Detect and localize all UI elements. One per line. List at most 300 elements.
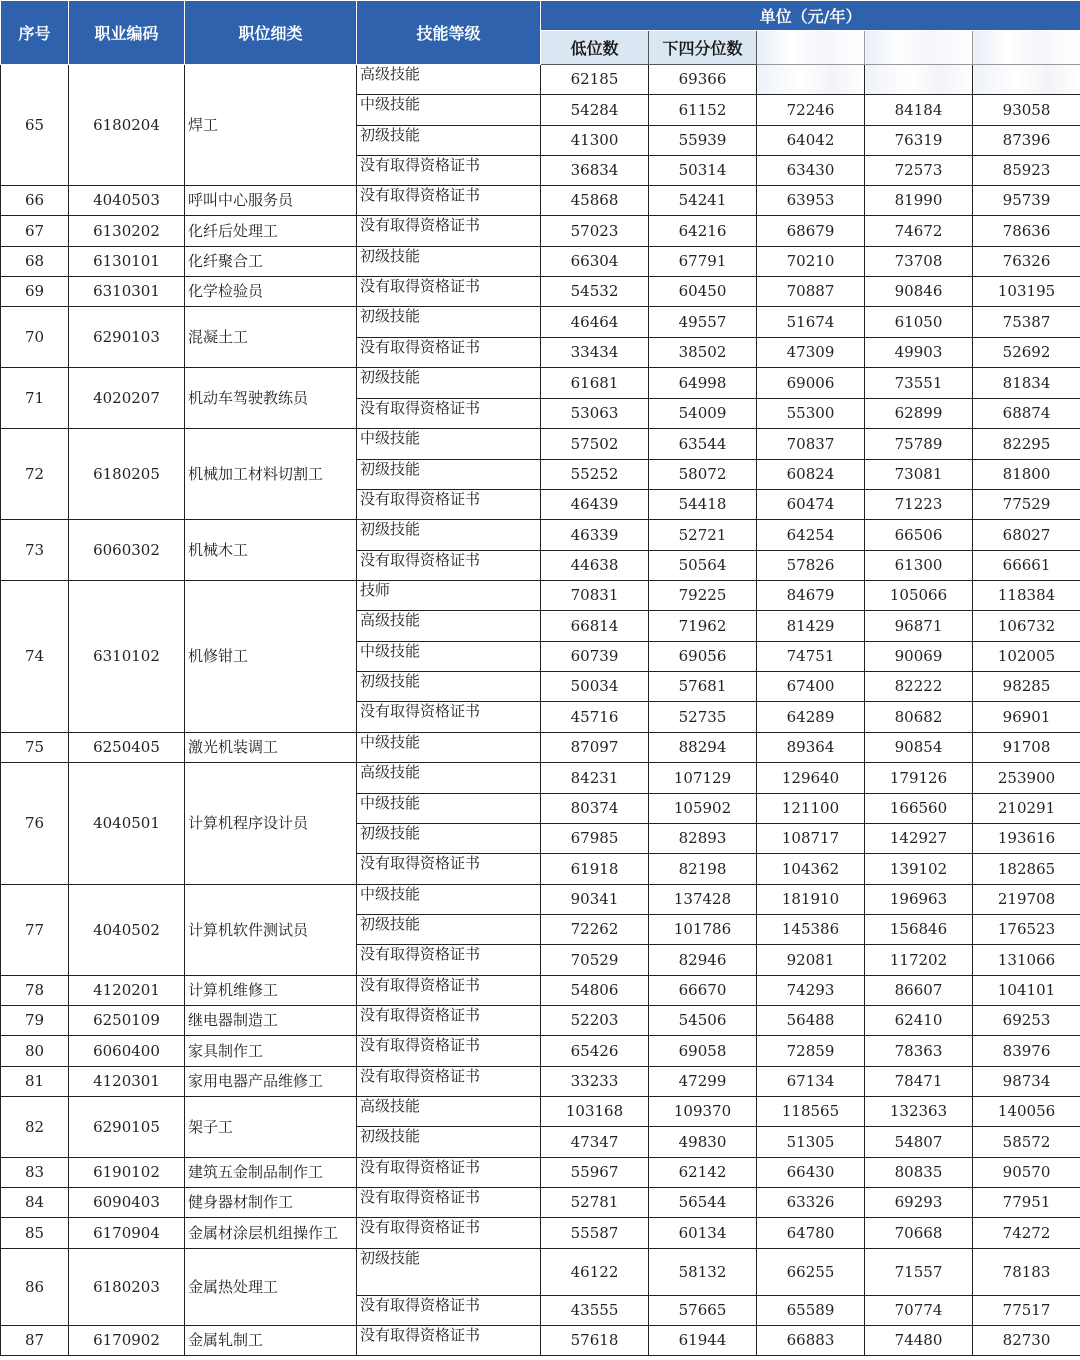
skill-level-cell: 没有取得资格证书 — [357, 976, 541, 1006]
skill-level-cell: 没有取得资格证书 — [357, 945, 541, 976]
p75-cell: 61300 — [865, 551, 973, 581]
median-cell: 64042 — [757, 126, 865, 156]
p10-cell: 61681 — [541, 368, 649, 399]
p25-cell: 82893 — [649, 824, 757, 854]
seq-cell: 65 — [1, 65, 69, 186]
skill-level-cell: 初级技能 — [357, 460, 541, 490]
p25-cell: 56544 — [649, 1188, 757, 1218]
skill-level-cell: 没有取得资格证书 — [357, 156, 541, 186]
table-row — [1, 429, 1080, 460]
p10-cell: 36834 — [541, 156, 649, 186]
p10-cell: 50034 — [541, 672, 649, 702]
p10-cell: 55967 — [541, 1158, 649, 1188]
table-row — [1, 1158, 1080, 1188]
p25-cell: 82198 — [649, 854, 757, 885]
median-cell: 129640 — [757, 763, 865, 794]
p10-cell: 66814 — [541, 611, 649, 642]
code-cell: 6130101 — [69, 247, 185, 277]
skill-level-cell: 没有取得资格证书 — [357, 1188, 541, 1218]
p10-cell: 55252 — [541, 460, 649, 490]
p75-cell: 69293 — [865, 1188, 973, 1218]
table-row — [1, 186, 1080, 216]
p90-cell: 77529 — [973, 490, 1080, 520]
seq-cell: 77 — [1, 885, 69, 976]
p75-cell: 49903 — [865, 338, 973, 368]
p75-cell: 71223 — [865, 490, 973, 520]
skill-level-cell: 技师 — [357, 581, 541, 611]
p25-cell: 54241 — [649, 186, 757, 216]
median-cell: 51305 — [757, 1127, 865, 1158]
skill-level-cell: 高级技能 — [357, 611, 541, 642]
skill-level-cell: 高级技能 — [357, 1097, 541, 1127]
median-cell: 67134 — [757, 1067, 865, 1097]
p90-cell: 85923 — [973, 156, 1080, 186]
skill-level-cell: 中级技能 — [357, 642, 541, 672]
p90-cell: 77951 — [973, 1188, 1080, 1218]
p10-cell: 70529 — [541, 945, 649, 976]
p90-cell: 87396 — [973, 126, 1080, 156]
p75-cell: 71557 — [865, 1249, 973, 1296]
skill-level-cell: 没有取得资格证书 — [357, 1158, 541, 1188]
seq-cell: 80 — [1, 1036, 69, 1067]
p10-cell: 45716 — [541, 702, 649, 733]
p25-cell: 64216 — [649, 216, 757, 247]
median-cell: 72246 — [757, 95, 865, 126]
median-cell: 181910 — [757, 885, 865, 915]
table-row — [1, 65, 1080, 95]
skill-level-cell: 中级技能 — [357, 794, 541, 824]
title-cell: 混凝土工 — [185, 307, 357, 368]
title-cell: 机械木工 — [185, 520, 357, 581]
p75-cell: 75789 — [865, 429, 973, 460]
median-cell: 81429 — [757, 611, 865, 642]
p75-cell: 80682 — [865, 702, 973, 733]
p10-cell: 62185 — [541, 65, 649, 95]
p25-cell: 101786 — [649, 915, 757, 945]
p90-cell: 176523 — [973, 915, 1080, 945]
skill-level-cell: 初级技能 — [357, 1249, 541, 1296]
p10-cell: 52203 — [541, 1006, 649, 1036]
median-cell: 74751 — [757, 642, 865, 672]
skill-level-cell: 没有取得资格证书 — [357, 1218, 541, 1249]
median-cell: 47309 — [757, 338, 865, 368]
table-row — [1, 581, 1080, 611]
skill-level-cell: 没有取得资格证书 — [357, 702, 541, 733]
title-cell: 金属轧制工 — [185, 1326, 357, 1356]
title-cell: 继电器制造工 — [185, 1006, 357, 1036]
seq-cell: 83 — [1, 1158, 69, 1188]
median-cell: 92081 — [757, 945, 865, 976]
skill-level-cell: 没有取得资格证书 — [357, 1006, 541, 1036]
skill-level-cell: 没有取得资格证书 — [357, 1067, 541, 1097]
header-unit: 单位（元/年） — [541, 1, 1080, 31]
seq-cell: 67 — [1, 216, 69, 247]
median-cell: 64254 — [757, 520, 865, 551]
code-cell: 6130202 — [69, 216, 185, 247]
code-cell: 6190102 — [69, 1158, 185, 1188]
p25-cell: 61944 — [649, 1326, 757, 1356]
seq-cell: 86 — [1, 1249, 69, 1326]
title-cell: 家具制作工 — [185, 1036, 357, 1067]
p10-cell: 55587 — [541, 1218, 649, 1249]
p90-cell: 182865 — [973, 854, 1080, 885]
skill-level-cell: 没有取得资格证书 — [357, 1326, 541, 1356]
code-cell: 6290105 — [69, 1097, 185, 1158]
p10-cell: 46122 — [541, 1249, 649, 1296]
p10-cell: 33233 — [541, 1067, 649, 1097]
p10-cell: 80374 — [541, 794, 649, 824]
table-row — [1, 247, 1080, 277]
p75-cell: 142927 — [865, 824, 973, 854]
seq-cell: 76 — [1, 763, 69, 885]
title-cell: 激光机装调工 — [185, 733, 357, 763]
table-row — [1, 1036, 1080, 1067]
p10-cell: 90341 — [541, 885, 649, 915]
p75-cell: 81990 — [865, 186, 973, 216]
title-cell: 化纤后处理工 — [185, 216, 357, 247]
p90-cell: 75387 — [973, 307, 1080, 338]
seq-cell: 85 — [1, 1218, 69, 1249]
code-cell: 4040502 — [69, 885, 185, 976]
median-cell: 51674 — [757, 307, 865, 338]
skill-level-cell: 没有取得资格证书 — [357, 1296, 541, 1326]
median-cell: 69006 — [757, 368, 865, 399]
header-seq: 序号 — [1, 1, 69, 65]
median-cell: 74293 — [757, 976, 865, 1006]
skill-level-cell: 初级技能 — [357, 126, 541, 156]
p10-cell: 54806 — [541, 976, 649, 1006]
skill-level-cell: 中级技能 — [357, 429, 541, 460]
p25-cell: 58072 — [649, 460, 757, 490]
p25-cell: 55939 — [649, 126, 757, 156]
table-row — [1, 307, 1080, 338]
p90-cell: 193616 — [973, 824, 1080, 854]
p10-cell: 70831 — [541, 581, 649, 611]
header-obscured-p75 — [865, 31, 973, 65]
table-row — [1, 1097, 1080, 1127]
p25-cell: 82946 — [649, 945, 757, 976]
p90-cell: 104101 — [973, 976, 1080, 1006]
code-cell: 4040503 — [69, 186, 185, 216]
p75-cell: 70774 — [865, 1296, 973, 1326]
code-cell: 6060400 — [69, 1036, 185, 1067]
table-row — [1, 885, 1080, 915]
table-row — [1, 1249, 1080, 1296]
table-row — [1, 1326, 1080, 1356]
skill-level-cell: 没有取得资格证书 — [357, 1036, 541, 1067]
p90-cell: 69253 — [973, 1006, 1080, 1036]
p25-cell: 58132 — [649, 1249, 757, 1296]
median-cell: 65589 — [757, 1296, 865, 1326]
p25-cell: 47299 — [649, 1067, 757, 1097]
median-cell: 104362 — [757, 854, 865, 885]
p25-cell: 69058 — [649, 1036, 757, 1067]
p75-cell: 166560 — [865, 794, 973, 824]
p90-cell: 118384 — [973, 581, 1080, 611]
median-cell: 63430 — [757, 156, 865, 186]
table-row — [1, 976, 1080, 1006]
seq-cell: 74 — [1, 581, 69, 733]
p90-cell: 68874 — [973, 399, 1080, 429]
seq-cell: 84 — [1, 1188, 69, 1218]
p25-cell: 49557 — [649, 307, 757, 338]
code-cell: 6060302 — [69, 520, 185, 581]
median-cell: 70210 — [757, 247, 865, 277]
median-cell: 64780 — [757, 1218, 865, 1249]
p10-cell: 43555 — [541, 1296, 649, 1326]
p25-cell: 60134 — [649, 1218, 757, 1249]
p90-cell: 81834 — [973, 368, 1080, 399]
p75-cell: 90069 — [865, 642, 973, 672]
code-cell: 6290103 — [69, 307, 185, 368]
p75-cell: 117202 — [865, 945, 973, 976]
p10-cell: 53063 — [541, 399, 649, 429]
title-cell: 金属热处理工 — [185, 1249, 357, 1326]
p25-cell: 64998 — [649, 368, 757, 399]
p25-cell: 71962 — [649, 611, 757, 642]
skill-level-cell: 中级技能 — [357, 885, 541, 915]
median-cell: 60824 — [757, 460, 865, 490]
skill-level-cell: 没有取得资格证书 — [357, 854, 541, 885]
p10-cell: 46339 — [541, 520, 649, 551]
title-cell: 化学检验员 — [185, 277, 357, 307]
title-cell: 计算机维修工 — [185, 976, 357, 1006]
p90-cell: 140056 — [973, 1097, 1080, 1127]
p10-cell: 46439 — [541, 490, 649, 520]
code-cell: 6250109 — [69, 1006, 185, 1036]
p10-cell: 57023 — [541, 216, 649, 247]
median-cell: 121100 — [757, 794, 865, 824]
median-cell: 57826 — [757, 551, 865, 581]
p25-cell: 109370 — [649, 1097, 757, 1127]
p75-cell: 70668 — [865, 1218, 973, 1249]
skill-level-cell: 没有取得资格证书 — [357, 216, 541, 247]
title-cell: 呼叫中心服务员 — [185, 186, 357, 216]
p75-cell: 179126 — [865, 763, 973, 794]
p75-cell: 156846 — [865, 915, 973, 945]
p90-cell: 106732 — [973, 611, 1080, 642]
p75-cell: 62410 — [865, 1006, 973, 1036]
median-cell: 89364 — [757, 733, 865, 763]
skill-level-cell: 初级技能 — [357, 368, 541, 399]
p75-cell: 73551 — [865, 368, 973, 399]
seq-cell: 75 — [1, 733, 69, 763]
p75-cell: 84184 — [865, 95, 973, 126]
table-row — [1, 216, 1080, 247]
median-cell: 72859 — [757, 1036, 865, 1067]
median-cell: 66430 — [757, 1158, 865, 1188]
skill-level-cell: 没有取得资格证书 — [357, 277, 541, 307]
skill-level-cell: 初级技能 — [357, 915, 541, 945]
code-cell: 6170902 — [69, 1326, 185, 1356]
seq-cell: 69 — [1, 277, 69, 307]
p90-cell: 78183 — [973, 1249, 1080, 1296]
p25-cell: 54506 — [649, 1006, 757, 1036]
header-obscured-median — [757, 31, 865, 65]
skill-level-cell: 初级技能 — [357, 824, 541, 854]
code-cell: 4120301 — [69, 1067, 185, 1097]
skill-level-cell: 没有取得资格证书 — [357, 551, 541, 581]
code-cell: 6310301 — [69, 277, 185, 307]
median-cell: 63953 — [757, 186, 865, 216]
p10-cell: 33434 — [541, 338, 649, 368]
median-cell: 70887 — [757, 277, 865, 307]
skill-level-cell: 初级技能 — [357, 307, 541, 338]
p90-cell: 74272 — [973, 1218, 1080, 1249]
p90-cell: 253900 — [973, 763, 1080, 794]
p25-cell: 54418 — [649, 490, 757, 520]
p25-cell: 67791 — [649, 247, 757, 277]
table-row — [1, 763, 1080, 794]
p10-cell: 41300 — [541, 126, 649, 156]
title-cell: 建筑五金制品制作工 — [185, 1158, 357, 1188]
p25-cell: 137428 — [649, 885, 757, 915]
seq-cell: 68 — [1, 247, 69, 277]
p25-cell: 69366 — [649, 65, 757, 95]
table-row — [1, 1188, 1080, 1218]
p75-cell: 105066 — [865, 581, 973, 611]
p75-cell: 72573 — [865, 156, 973, 186]
median-cell: 60474 — [757, 490, 865, 520]
median-cell: 84679 — [757, 581, 865, 611]
skill-level-cell: 初级技能 — [357, 247, 541, 277]
title-cell: 计算机软件测试员 — [185, 885, 357, 976]
header-title: 职位细类 — [185, 1, 357, 65]
p10-cell: 66304 — [541, 247, 649, 277]
seq-cell: 87 — [1, 1326, 69, 1356]
code-cell: 6310102 — [69, 581, 185, 733]
median-cell: 67400 — [757, 672, 865, 702]
code-cell: 4020207 — [69, 368, 185, 429]
title-cell: 化纤聚合工 — [185, 247, 357, 277]
median-cell: 118565 — [757, 1097, 865, 1127]
p90-cell: 83976 — [973, 1036, 1080, 1067]
table-row — [1, 1218, 1080, 1249]
p10-cell: 60739 — [541, 642, 649, 672]
header-p10: 低位数 — [541, 31, 649, 65]
p25-cell: 52735 — [649, 702, 757, 733]
p25-cell: 60450 — [649, 277, 757, 307]
skill-level-cell: 没有取得资格证书 — [357, 490, 541, 520]
title-cell: 机动车驾驶教练员 — [185, 368, 357, 429]
seq-cell: 66 — [1, 186, 69, 216]
table-row — [1, 1006, 1080, 1036]
p75-cell: 96871 — [865, 611, 973, 642]
skill-level-cell: 没有取得资格证书 — [357, 338, 541, 368]
skill-level-cell: 没有取得资格证书 — [357, 399, 541, 429]
p90-cell: 102005 — [973, 642, 1080, 672]
p10-cell: 103168 — [541, 1097, 649, 1127]
p10-cell: 57502 — [541, 429, 649, 460]
title-cell: 架子工 — [185, 1097, 357, 1158]
p75-cell: 80835 — [865, 1158, 973, 1188]
p90-cell: 96901 — [973, 702, 1080, 733]
p75-cell: 82222 — [865, 672, 973, 702]
p10-cell: 57618 — [541, 1326, 649, 1356]
median-cell — [757, 65, 865, 95]
p25-cell: 50314 — [649, 156, 757, 186]
p75-cell — [865, 65, 973, 95]
p90-cell: 82730 — [973, 1326, 1080, 1356]
p10-cell: 61918 — [541, 854, 649, 885]
p25-cell: 38502 — [649, 338, 757, 368]
title-cell: 家用电器产品维修工 — [185, 1067, 357, 1097]
median-cell: 66883 — [757, 1326, 865, 1356]
header-skill: 技能等级 — [357, 1, 541, 65]
code-cell: 6250405 — [69, 733, 185, 763]
p90-cell: 90570 — [973, 1158, 1080, 1188]
skill-level-cell: 初级技能 — [357, 1127, 541, 1158]
p10-cell: 47347 — [541, 1127, 649, 1158]
p25-cell: 105902 — [649, 794, 757, 824]
code-cell: 6180205 — [69, 429, 185, 520]
skill-level-cell: 中级技能 — [357, 95, 541, 126]
p75-cell: 61050 — [865, 307, 973, 338]
p75-cell: 62899 — [865, 399, 973, 429]
p75-cell: 74672 — [865, 216, 973, 247]
p90-cell: 76326 — [973, 247, 1080, 277]
p10-cell: 54284 — [541, 95, 649, 126]
p10-cell: 54532 — [541, 277, 649, 307]
skill-level-cell: 初级技能 — [357, 520, 541, 551]
p25-cell: 52721 — [649, 520, 757, 551]
p90-cell: 78636 — [973, 216, 1080, 247]
code-cell: 4040501 — [69, 763, 185, 885]
p75-cell: 139102 — [865, 854, 973, 885]
p90-cell: 210291 — [973, 794, 1080, 824]
p10-cell: 44638 — [541, 551, 649, 581]
code-cell: 6180203 — [69, 1249, 185, 1326]
p90-cell: 66661 — [973, 551, 1080, 581]
p75-cell: 78363 — [865, 1036, 973, 1067]
p75-cell: 76319 — [865, 126, 973, 156]
median-cell: 55300 — [757, 399, 865, 429]
seq-cell: 70 — [1, 307, 69, 368]
median-cell: 64289 — [757, 702, 865, 733]
median-cell: 145386 — [757, 915, 865, 945]
seq-cell: 81 — [1, 1067, 69, 1097]
p25-cell: 54009 — [649, 399, 757, 429]
p75-cell: 132363 — [865, 1097, 973, 1127]
title-cell: 计算机程序设计员 — [185, 763, 357, 885]
p25-cell: 88294 — [649, 733, 757, 763]
seq-cell: 71 — [1, 368, 69, 429]
table-row — [1, 1067, 1080, 1097]
seq-cell: 73 — [1, 520, 69, 581]
code-cell: 6180204 — [69, 65, 185, 186]
title-cell: 焊工 — [185, 65, 357, 186]
p10-cell: 46464 — [541, 307, 649, 338]
median-cell: 108717 — [757, 824, 865, 854]
p75-cell: 74480 — [865, 1326, 973, 1356]
p25-cell: 50564 — [649, 551, 757, 581]
table-row — [1, 368, 1080, 399]
p75-cell: 196963 — [865, 885, 973, 915]
p10-cell: 84231 — [541, 763, 649, 794]
p90-cell: 103195 — [973, 277, 1080, 307]
p90-cell: 131066 — [973, 945, 1080, 976]
median-cell: 66255 — [757, 1249, 865, 1296]
p25-cell: 57665 — [649, 1296, 757, 1326]
p25-cell: 79225 — [649, 581, 757, 611]
code-cell: 6090403 — [69, 1188, 185, 1218]
median-cell: 56488 — [757, 1006, 865, 1036]
p10-cell: 52781 — [541, 1188, 649, 1218]
p90-cell: 82295 — [973, 429, 1080, 460]
p90-cell: 91708 — [973, 733, 1080, 763]
title-cell: 金属材涂层机组操作工 — [185, 1218, 357, 1249]
p25-cell: 107129 — [649, 763, 757, 794]
